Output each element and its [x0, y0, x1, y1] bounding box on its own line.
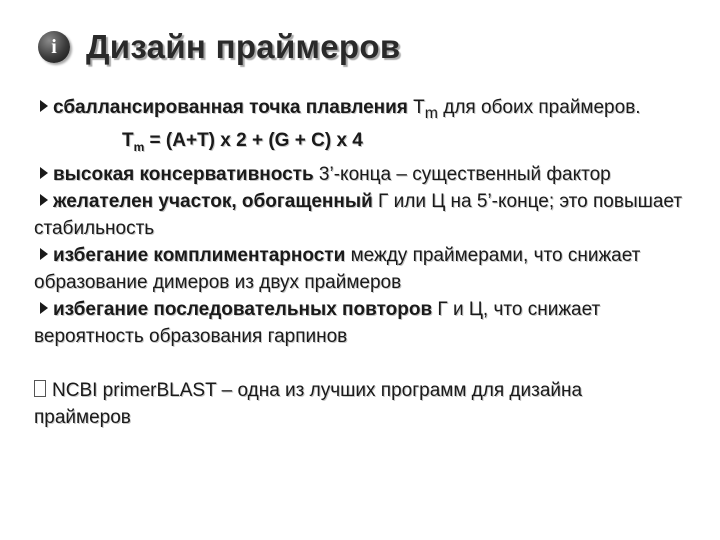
page-title: Дизайн праймеров	[86, 28, 401, 65]
item-sub: m	[424, 104, 438, 122]
slide-body	[34, 94, 684, 431]
item-bold: высокая консервативность	[53, 163, 314, 185]
info-bullet-icon: i	[38, 31, 70, 63]
item-text: 3’-конца – существенный фактор	[313, 163, 611, 185]
formula-sub: m	[133, 139, 145, 154]
list-item	[34, 242, 684, 296]
list-item	[34, 161, 684, 188]
item-text: между праймерами, что снижает образование димеров из двух праймеров	[34, 244, 641, 293]
formula-t: Т	[122, 129, 134, 151]
item-text: для обоих праймеров.	[437, 97, 641, 118]
item-text: Т	[407, 97, 425, 118]
arrow-bullet-icon	[40, 194, 48, 206]
arrow-bullet-icon	[40, 167, 48, 179]
formula-expr: = (A+T) x 2 + (G + C) x 4	[144, 129, 363, 151]
spacer	[34, 350, 684, 377]
item-bold: желателен участок, обогащенный	[53, 190, 373, 212]
item-bold: сбаллансированная точка плавления	[53, 97, 408, 118]
footer-note	[34, 377, 684, 431]
list-item	[34, 188, 684, 242]
item-text: Г и Ц, что снижает вероятность образования гарпинов	[34, 298, 601, 347]
item-bold: избегание последовательных повторов	[53, 298, 433, 320]
item-bold: избегание комплиментарности	[53, 244, 346, 266]
item-text: Г или Ц на 5’-конце; это повышает стабильность	[34, 190, 683, 239]
arrow-bullet-icon	[40, 100, 48, 112]
footer-text: NCBI primerBLAST – одна из лучших программ для дизайна праймеров	[34, 379, 583, 428]
slide-title	[38, 28, 400, 66]
document-icon	[34, 380, 46, 397]
arrow-bullet-icon	[40, 302, 48, 314]
formula	[34, 127, 684, 161]
list-item	[34, 94, 684, 127]
arrow-bullet-icon	[40, 248, 48, 260]
list-item	[34, 296, 684, 350]
